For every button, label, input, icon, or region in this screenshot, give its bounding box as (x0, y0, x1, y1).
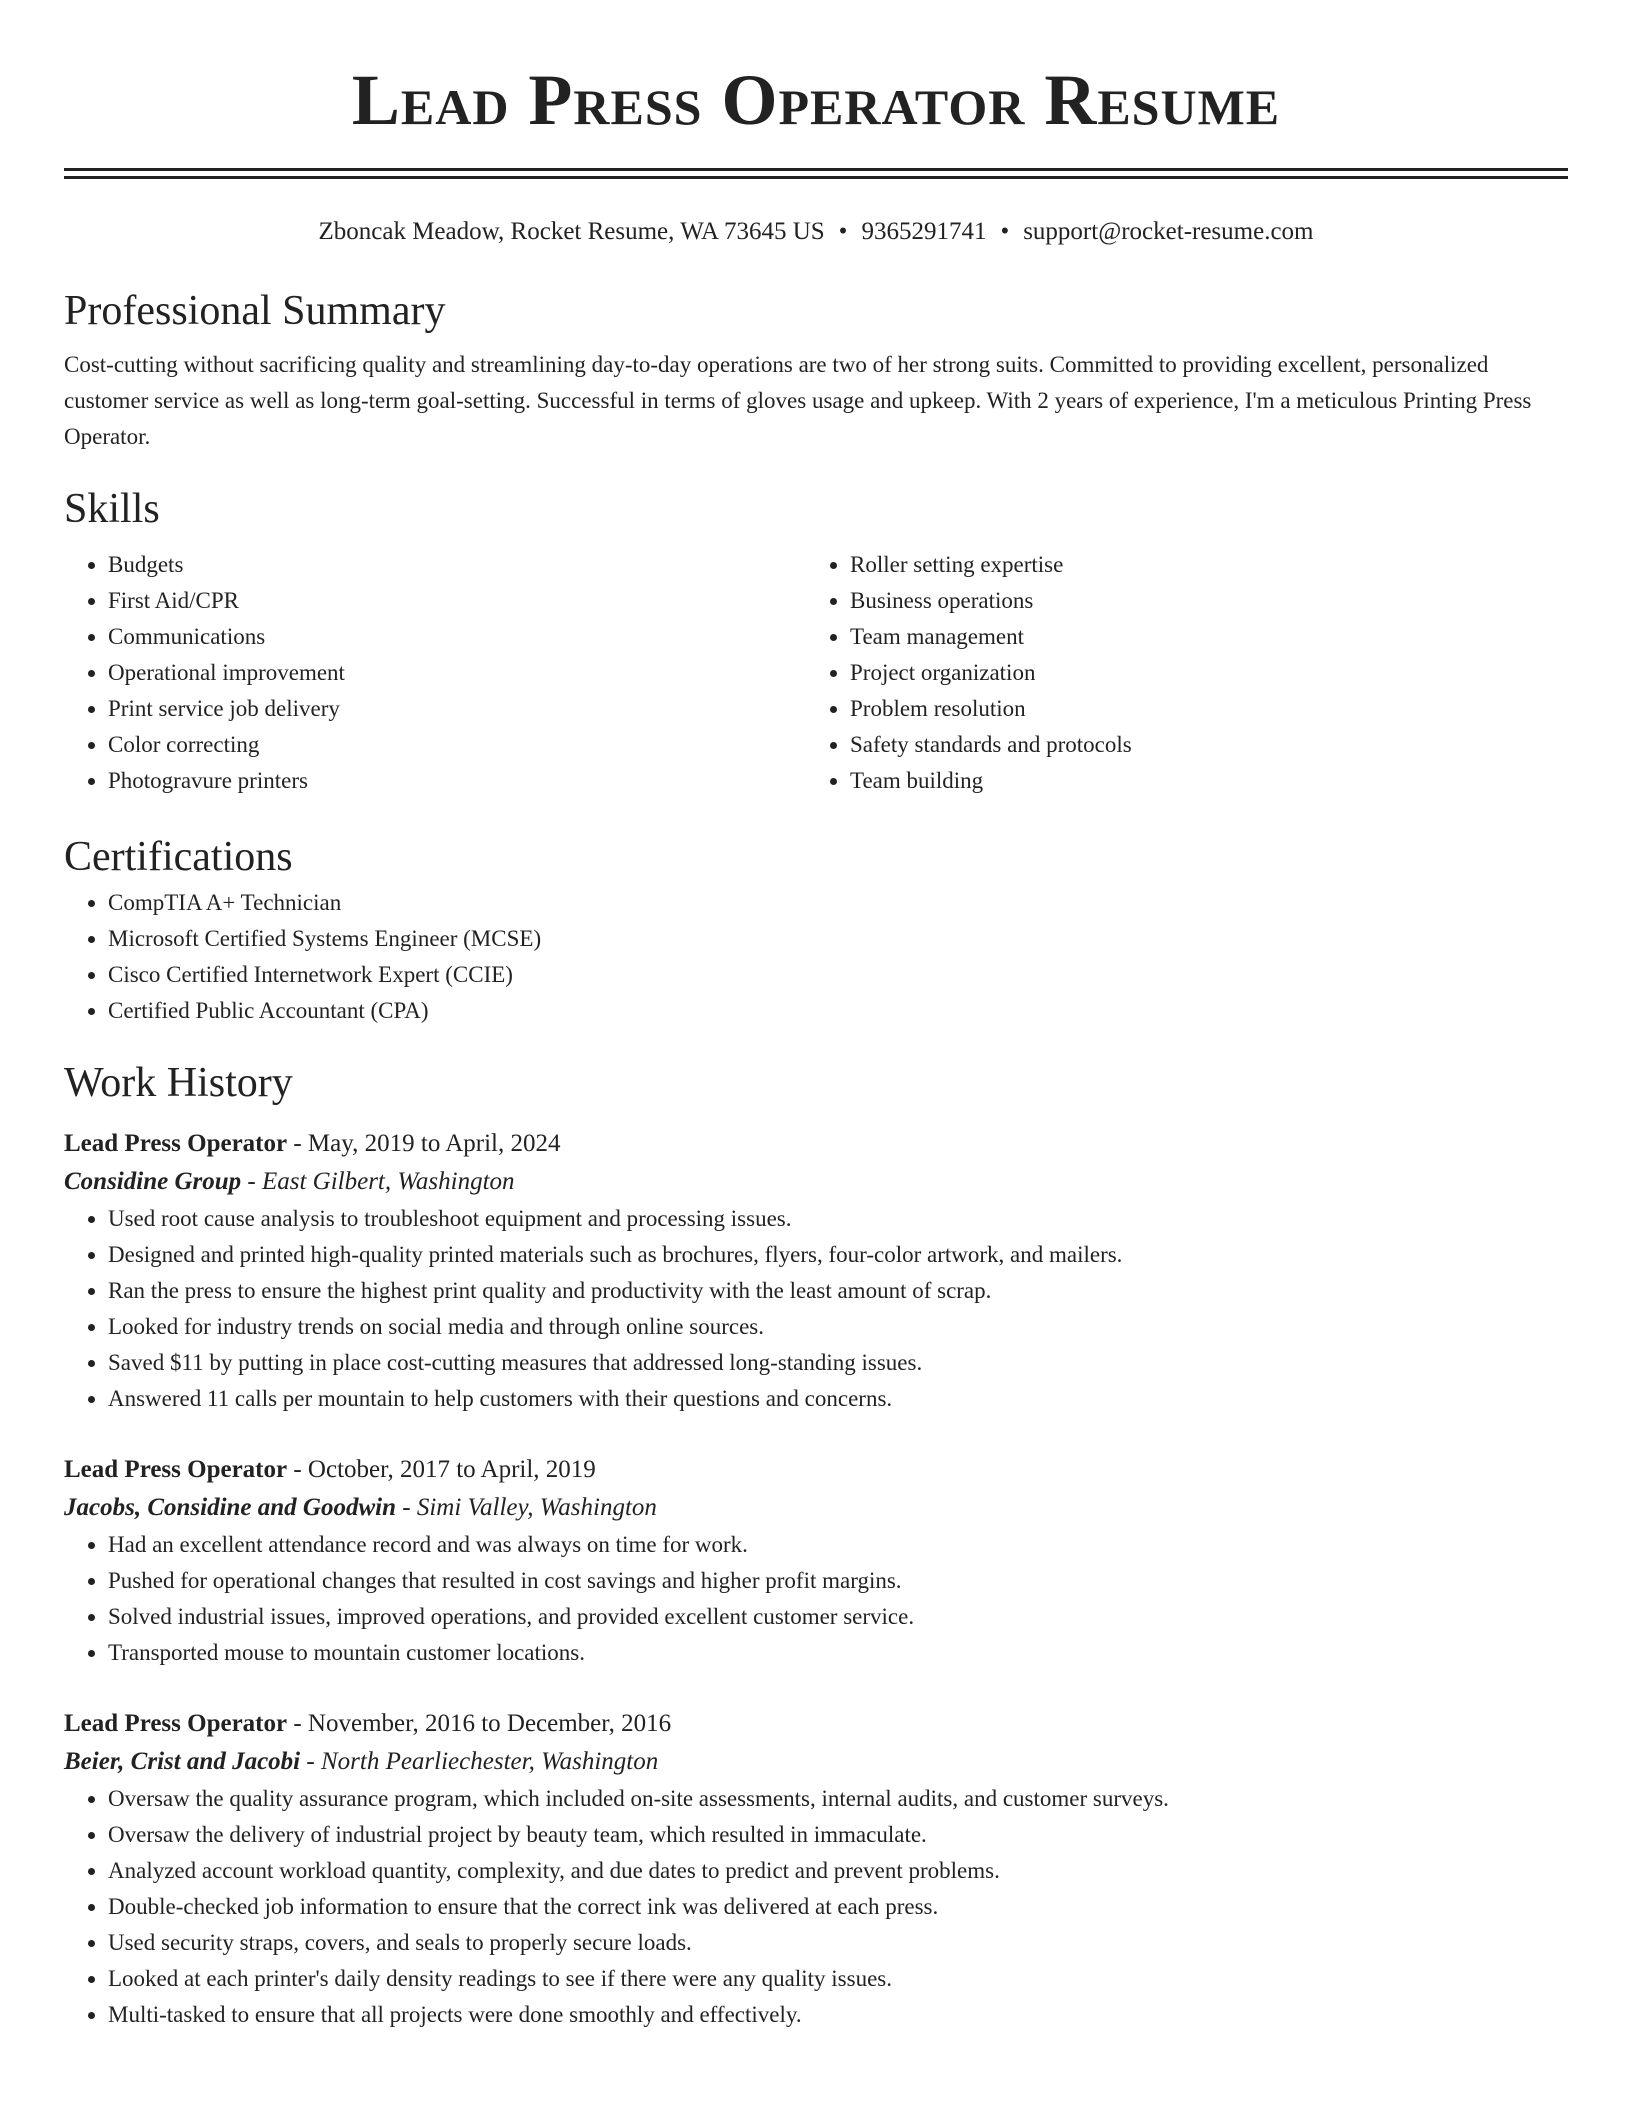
job-duty: • Oversaw the quality assurance program, which included on-site assessments, internal audits, and customer surveys. (108, 1781, 1568, 1817)
skill-item: • Budgets (108, 547, 806, 583)
job-duty: • Solved industrial issues, improved operations, and provided excellent customer service. (108, 1599, 1568, 1635)
job-duty: • Ran the press to ensure the highest print quality and productivity with the least amount of scrap. (108, 1273, 1568, 1309)
title-double-rule (64, 168, 1568, 179)
job-title-line (64, 1705, 1568, 1743)
contact-phone: 9365291741 (861, 218, 987, 245)
certification-item: • Certified Public Accountant (CPA) (108, 993, 1568, 1029)
skill-item: • Color correcting (108, 727, 806, 763)
skill-item: • First Aid/CPR (108, 583, 806, 619)
job-dates: - November, 2016 to December, 2016 (287, 1710, 672, 1737)
job-duty: • Oversaw the delivery of industrial project by beauty team, which resulted in immaculate. (108, 1817, 1568, 1853)
certifications-list (64, 885, 1568, 1029)
skill-item: • Operational improvement (108, 655, 806, 691)
job-duty: • Looked at each printer's daily density readings to see if there were any quality issues. (108, 1961, 1568, 1997)
summary-text: Cost-cutting without sacrificing quality and streamlining day-to-day operations are two of her strong suits. Committed to providing excellent, personalized customer service as well as long-term goal-setting. Successful in terms of gloves usage and upkeep. With 2 years of experience, I'm a meticulous Printing Press Operator. (64, 352, 1532, 449)
job-employer-line (64, 1489, 1568, 1527)
job-duty: • Answered 11 calls per mountain to help customers with their questions and concerns. (108, 1381, 1568, 1417)
job-duty: • Used root cause analysis to troubleshoot equipment and processing issues. (108, 1201, 1568, 1237)
job-role: Lead Press Operator (64, 1456, 288, 1483)
contact-separator: • (1000, 218, 1010, 245)
certification-item: • Microsoft Certified Systems Engineer (MCSE) (108, 921, 1568, 957)
job-title-line (64, 1451, 1568, 1489)
skill-item: • Roller setting expertise (850, 547, 1548, 583)
skills-column-left (64, 547, 806, 799)
job-entry (64, 1705, 1568, 2033)
job-duty: • Transported mouse to mountain customer locations. (108, 1635, 1568, 1671)
job-entry (64, 1125, 1568, 1417)
job-location: - East Gilbert, Washington (241, 1168, 515, 1195)
summary-heading: Professional Summary (64, 288, 446, 334)
job-duty: • Multi-tasked to ensure that all projects were done smoothly and effectively. (108, 1997, 1568, 2033)
skill-item: • Business operations (850, 583, 1548, 619)
skills-section (64, 481, 1568, 799)
job-title-line (64, 1125, 1568, 1163)
job-duty: • Saved $11 by putting in place cost-cutting measures that addressed long-standing issues. (108, 1345, 1568, 1381)
job-location: - Simi Valley, Washington (396, 1494, 657, 1521)
skill-item: • Communications (108, 619, 806, 655)
work-history-heading: Work History (64, 1060, 293, 1106)
contact-separator: • (838, 218, 848, 245)
skills-list-left (64, 547, 806, 799)
job-duties-list (64, 1527, 1568, 1671)
job-employer-line (64, 1163, 1568, 1201)
job-dates: - May, 2019 to April, 2024 (287, 1130, 561, 1157)
skill-item: • Team management (850, 619, 1548, 655)
certifications-heading: Certifications (64, 834, 293, 880)
skill-item: • Problem resolution (850, 691, 1548, 727)
certifications-section (64, 829, 1568, 1029)
job-duty: • Looked for industry trends on social media and through online sources. (108, 1309, 1568, 1345)
contact-email: support@rocket-resume.com (1023, 218, 1314, 245)
skill-item: • Team building (850, 763, 1548, 799)
job-duty: • Designed and printed high-quality printed materials such as brochures, flyers, four-color artwork, and mailers. (108, 1237, 1568, 1273)
job-duty: • Analyzed account workload quantity, complexity, and due dates to predict and prevent problems. (108, 1853, 1568, 1889)
job-duties-list (64, 1781, 1568, 2033)
skill-item: • Safety standards and protocols (850, 727, 1548, 763)
contact-line (64, 215, 1568, 249)
job-role: Lead Press Operator (64, 1710, 288, 1737)
certification-item: • CompTIA A+ Technician (108, 885, 1568, 921)
job-dates: - October, 2017 to April, 2019 (287, 1456, 596, 1483)
job-duty: • Double-checked job information to ensure that the correct ink was delivered at each press. (108, 1889, 1568, 1925)
skills-column-right (806, 547, 1548, 799)
skill-item: • Print service job delivery (108, 691, 806, 727)
summary-section (64, 283, 1568, 455)
job-duty: • Used security straps, covers, and seals to properly secure loads. (108, 1925, 1568, 1961)
skills-grid (64, 547, 1568, 799)
skill-item: • Photogravure printers (108, 763, 806, 799)
skills-heading: Skills (64, 486, 160, 532)
job-company: Beier, Crist and Jacobi (64, 1748, 301, 1775)
certification-item: • Cisco Certified Internetwork Expert (CCIE) (108, 957, 1568, 993)
job-duties-list (64, 1201, 1568, 1417)
resume-title: Lead Press Operator Resume (351, 60, 1281, 140)
skills-list-right (806, 547, 1548, 799)
job-duty: • Pushed for operational changes that resulted in cost savings and higher profit margins. (108, 1563, 1568, 1599)
work-history-section (64, 1055, 1568, 2033)
job-company: Considine Group (64, 1168, 242, 1195)
contact-address: Zboncak Meadow, Rocket Resume, WA 73645 US (318, 218, 825, 245)
job-role: Lead Press Operator (64, 1130, 288, 1157)
job-entry (64, 1451, 1568, 1671)
skill-item: • Project organization (850, 655, 1548, 691)
job-employer-line (64, 1743, 1568, 1781)
job-company: Jacobs, Considine and Goodwin (64, 1494, 397, 1521)
job-location: - North Pearliechester, Washington (300, 1748, 659, 1775)
job-duty: • Had an excellent attendance record and was always on time for work. (108, 1527, 1568, 1563)
